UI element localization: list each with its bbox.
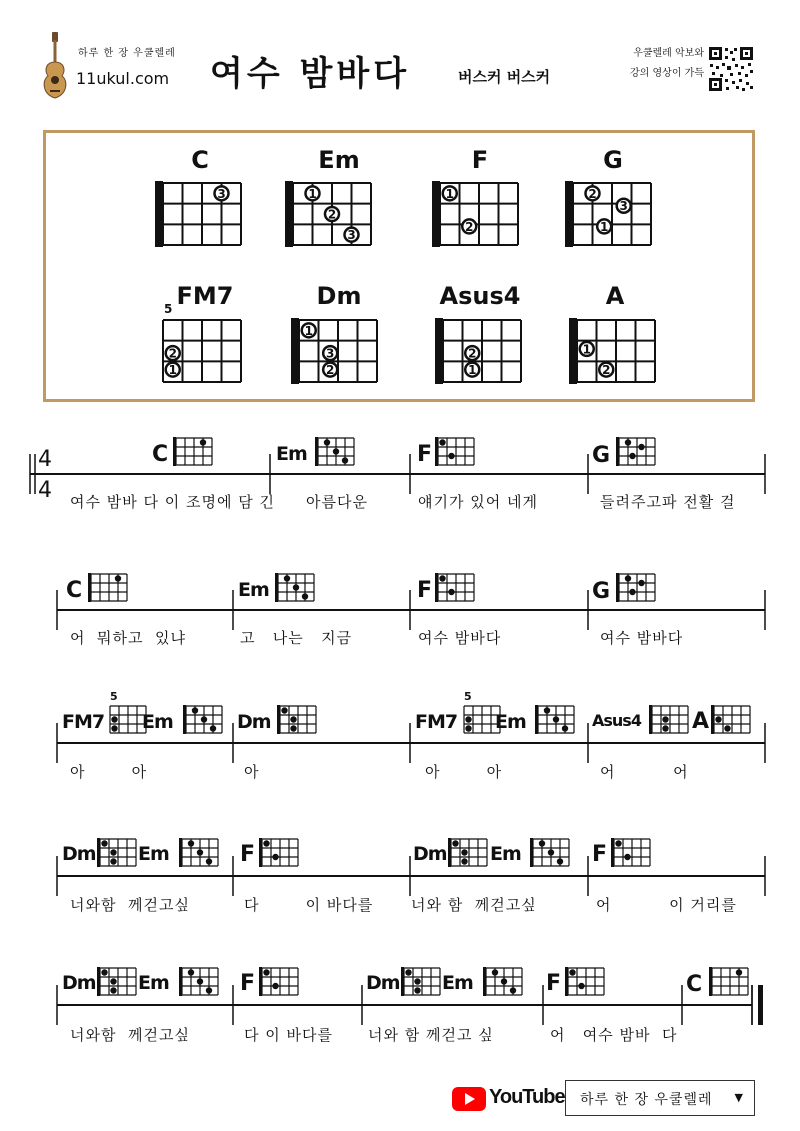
fret-number: 5 <box>110 690 118 703</box>
page-title: 여수 밤바다 <box>210 54 411 94</box>
lyric-line: 아 아 <box>70 763 148 781</box>
lyric-line: 너와함 께걷고싶 <box>70 1026 190 1044</box>
svg-text:1: 1 <box>600 219 609 234</box>
lyric-line: 들려주고파 전활 걸 <box>600 493 736 511</box>
lyric-line: 여수 밤바다 <box>600 629 684 647</box>
chord-label: A <box>692 709 709 734</box>
inline-chord-diagram-c <box>709 967 748 996</box>
promo-line-2: 강의 영상이 가득 <box>630 68 704 79</box>
time-signature-top: 4 <box>38 447 52 472</box>
inline-chord-diagram-g <box>616 437 655 466</box>
chord-label: Asus4 <box>592 711 641 730</box>
lyric-line: 여수 밤바 다 이 조명에 담 긴 <box>70 493 275 511</box>
chord-label: C <box>686 972 702 997</box>
svg-text:3: 3 <box>619 199 628 214</box>
inline-chord-diagram-em <box>530 838 569 867</box>
chord-name-a: A <box>605 282 625 310</box>
youtube-wordmark: YouTube <box>489 1086 565 1108</box>
inline-chord-diagram-fm7 <box>110 706 146 733</box>
svg-text:1: 1 <box>304 323 313 338</box>
svg-text:2: 2 <box>168 346 177 361</box>
chord-label: F <box>546 971 561 996</box>
chord-label: G <box>592 579 610 604</box>
inline-chord-diagram-dm <box>97 967 136 996</box>
inline-chord-diagram-em <box>275 573 314 602</box>
svg-text:3: 3 <box>326 346 335 361</box>
lyric-line: 어 여수 밤바 다 <box>550 1026 678 1044</box>
lyric-line: 다 이 바다를 <box>244 1026 333 1044</box>
inline-chord-diagram-c <box>88 573 127 602</box>
chord-label: Dm <box>62 843 96 865</box>
svg-text:2: 2 <box>468 346 477 361</box>
chord-label: Dm <box>237 711 271 733</box>
inline-chord-diagram-f <box>259 967 298 996</box>
lyric-line: 아 아 <box>425 763 503 781</box>
chord-label: Dm <box>62 972 96 994</box>
inline-chord-diagram-dm <box>277 705 316 734</box>
svg-text:1: 1 <box>468 363 477 378</box>
svg-text:2: 2 <box>465 219 474 234</box>
inline-chord-diagram-em <box>179 838 218 867</box>
svg-text:1: 1 <box>445 186 454 201</box>
inline-chord-diagram-c <box>173 437 212 466</box>
inline-chord-diagram-g <box>616 573 655 602</box>
chord-label: G <box>592 443 610 468</box>
chord-name-g: G <box>603 146 623 174</box>
lyric-line: 너와 함 께걷고싶 <box>411 896 537 914</box>
chord-name-fm7: FM7 <box>176 282 234 310</box>
inline-chord-diagram-em <box>179 967 218 996</box>
chord-name-dm: Dm <box>316 282 362 310</box>
chord-label: Em <box>495 711 526 733</box>
svg-text:2: 2 <box>602 363 611 378</box>
promo-line-1: 우쿨렐레 악보와 <box>633 48 704 59</box>
inline-chord-diagram-em <box>315 437 354 466</box>
chord-label: FM7 <box>415 711 458 733</box>
svg-text:2: 2 <box>327 207 337 222</box>
inline-chord-diagram-f <box>435 437 474 466</box>
chord-label: Em <box>138 843 169 865</box>
lyric-line: 아 <box>244 763 260 781</box>
chord-label: F <box>417 578 432 603</box>
chord-name-asus4: Asus4 <box>439 282 521 310</box>
lyric-line: 어 뭐하고 있냐 <box>70 629 187 647</box>
chord-name-c: C <box>191 146 209 174</box>
inline-chord-diagram-asus4 <box>649 705 688 734</box>
chord-label: Em <box>138 972 169 994</box>
caret-down-icon: ▼ <box>734 1091 744 1104</box>
inline-chord-diagram-dm <box>97 838 136 867</box>
chord-label: Em <box>142 711 173 733</box>
chord-label: F <box>417 442 432 467</box>
chord-label: Dm <box>413 843 447 865</box>
inline-chord-diagram-a <box>711 705 750 734</box>
chord-label: F <box>592 842 607 867</box>
lyric-line: 너와 함 께걷고 싶 <box>368 1026 494 1044</box>
lyric-line: 어 이 거리를 <box>596 896 737 914</box>
chord-label: F <box>240 971 255 996</box>
inline-chord-diagram-dm <box>401 967 440 996</box>
svg-text:2: 2 <box>326 363 335 378</box>
channel-select-value: 하루 한 장 우쿨렐레 <box>580 1092 713 1108</box>
lyric-line: 너와함 께걷고싶 <box>70 896 190 914</box>
lyric-line: 얘기가 있어 네게 <box>418 493 538 511</box>
inline-chord-diagram-dm <box>448 838 487 867</box>
inline-chord-diagram-f <box>435 573 474 602</box>
inline-chord-diagram-em <box>483 967 522 996</box>
fret-number: 5 <box>464 690 472 703</box>
inline-chord-diagram-f <box>611 838 650 867</box>
channel-select[interactable] <box>565 1080 755 1116</box>
time-signature-bottom: 4 <box>38 478 52 503</box>
lyric-line: 고 나는 지금 <box>240 629 353 647</box>
youtube-logo[interactable] <box>452 1084 565 1114</box>
lyric-line: 어 어 <box>600 763 689 781</box>
tagline: 하루 한 장 우쿨렐레 <box>78 48 176 59</box>
fret-number-fm7: 5 <box>164 302 173 316</box>
inline-chord-diagram-f <box>565 967 604 996</box>
chord-label: Em <box>442 972 473 994</box>
site-link[interactable]: 11ukul.com <box>76 69 170 88</box>
inline-chord-diagram-f <box>259 838 298 867</box>
chord-label: Em <box>276 443 307 465</box>
svg-text:3: 3 <box>347 228 356 243</box>
chord-label: C <box>66 578 82 603</box>
lyric-line: 여수 밤바다 <box>418 629 502 647</box>
svg-text:1: 1 <box>168 363 177 378</box>
inline-chord-diagram-em <box>535 705 574 734</box>
chord-label: FM7 <box>62 711 105 733</box>
chord-name-em: Em <box>318 146 360 174</box>
chord-label: Dm <box>366 972 400 994</box>
chord-label: Em <box>490 843 521 865</box>
svg-text:2: 2 <box>588 186 597 201</box>
artist-name: 버스커 버스커 <box>458 68 551 86</box>
inline-chord-diagram-em <box>183 705 222 734</box>
youtube-play-icon <box>452 1087 486 1111</box>
svg-text:1: 1 <box>308 186 317 201</box>
svg-text:3: 3 <box>217 186 226 201</box>
chord-label: F <box>240 842 255 867</box>
chord-label: Em <box>238 579 269 601</box>
lyric-line: 아름다운 <box>306 493 368 511</box>
chord-label: C <box>152 442 168 467</box>
svg-text:1: 1 <box>582 342 591 357</box>
lyric-line: 다 이 바다를 <box>244 896 374 914</box>
chord-name-f: F <box>471 146 489 174</box>
